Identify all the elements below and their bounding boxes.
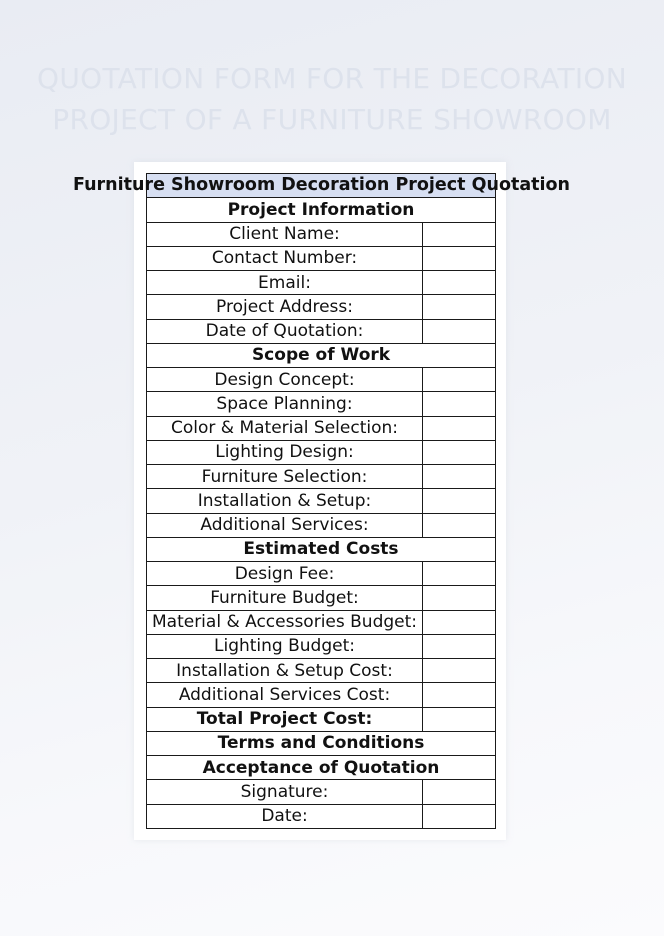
value-cell[interactable]	[423, 465, 496, 489]
date-value-cell[interactable]	[423, 804, 496, 828]
value-cell[interactable]	[423, 392, 496, 416]
table-row	[147, 368, 496, 392]
table-row	[147, 610, 496, 634]
value-cell[interactable]	[423, 610, 496, 634]
table-row	[147, 634, 496, 658]
value-cell[interactable]	[423, 416, 496, 440]
table-row	[147, 246, 496, 270]
section-header-row	[147, 343, 496, 367]
value-cell[interactable]	[423, 246, 496, 270]
value-cell[interactable]	[423, 222, 496, 246]
field-label: Design Fee:	[147, 562, 423, 586]
section-header-estimated-costs: Estimated Costs	[147, 537, 496, 561]
total-row	[147, 707, 496, 731]
table-row	[147, 319, 496, 343]
value-cell[interactable]	[423, 586, 496, 610]
total-value-cell[interactable]	[423, 707, 496, 731]
value-cell[interactable]	[423, 368, 496, 392]
field-label: Date of Quotation:	[147, 319, 423, 343]
value-cell[interactable]	[423, 683, 496, 707]
title-row	[147, 174, 496, 198]
section-header-project-information: Project Information	[147, 198, 496, 222]
field-label: Additional Services:	[147, 513, 423, 537]
table-row	[147, 804, 496, 828]
value-cell[interactable]	[423, 513, 496, 537]
section-header-scope-of-work: Scope of Work	[147, 343, 496, 367]
total-project-cost-label: Total Project Cost:	[147, 707, 423, 731]
table-row	[147, 392, 496, 416]
table-row	[147, 586, 496, 610]
field-label: Project Address:	[147, 295, 423, 319]
value-cell[interactable]	[423, 634, 496, 658]
section-header-row	[147, 198, 496, 222]
form-title: Furniture Showroom Decoration Project Quotation	[72, 175, 571, 196]
table-row	[147, 489, 496, 513]
value-cell[interactable]	[423, 440, 496, 464]
section-header-row	[147, 731, 496, 755]
field-label: Lighting Budget:	[147, 634, 423, 658]
field-label: Furniture Budget:	[147, 586, 423, 610]
field-label: Lighting Design:	[147, 440, 423, 464]
table-row	[147, 222, 496, 246]
field-label: Email:	[147, 271, 423, 295]
table-row	[147, 780, 496, 804]
section-header-row	[147, 537, 496, 561]
table-row	[147, 295, 496, 319]
quotation-table	[72, 173, 571, 829]
value-cell[interactable]	[423, 295, 496, 319]
field-label: Signature:	[147, 780, 423, 804]
field-label: Installation & Setup Cost:	[147, 659, 423, 683]
page-title-line-1: QUOTATION FORM FOR THE DECORATION	[36, 62, 628, 95]
page-title-line-2: PROJECT OF A FURNITURE SHOWROOM	[52, 103, 612, 136]
table-row	[147, 562, 496, 586]
value-cell[interactable]	[423, 271, 496, 295]
table-row	[147, 683, 496, 707]
field-label: Date:	[147, 804, 423, 828]
field-label: Additional Services Cost:	[147, 683, 423, 707]
field-label: Furniture Selection:	[147, 465, 423, 489]
section-header-terms-and-conditions: Terms and Conditions	[147, 731, 496, 755]
field-label: Installation & Setup:	[147, 489, 423, 513]
field-label: Contact Number:	[147, 246, 423, 270]
value-cell[interactable]	[423, 319, 496, 343]
field-label: Material & Accessories Budget:	[147, 610, 423, 634]
quotation-sheet	[72, 162, 571, 840]
section-header-acceptance: Acceptance of Quotation	[147, 756, 496, 780]
table-row	[147, 513, 496, 537]
value-cell[interactable]	[423, 562, 496, 586]
table-row	[147, 465, 496, 489]
signature-value-cell[interactable]	[423, 780, 496, 804]
value-cell[interactable]	[423, 489, 496, 513]
field-label: Color & Material Selection:	[147, 416, 423, 440]
field-label: Space Planning:	[147, 392, 423, 416]
table-row	[147, 440, 496, 464]
section-header-row	[147, 756, 496, 780]
table-row	[147, 271, 496, 295]
field-label: Client Name:	[147, 222, 423, 246]
form-title-cell	[72, 174, 571, 198]
page-title	[0, 58, 664, 140]
value-cell[interactable]	[423, 659, 496, 683]
table-row	[147, 659, 496, 683]
table-row	[147, 416, 496, 440]
field-label: Design Concept:	[147, 368, 423, 392]
